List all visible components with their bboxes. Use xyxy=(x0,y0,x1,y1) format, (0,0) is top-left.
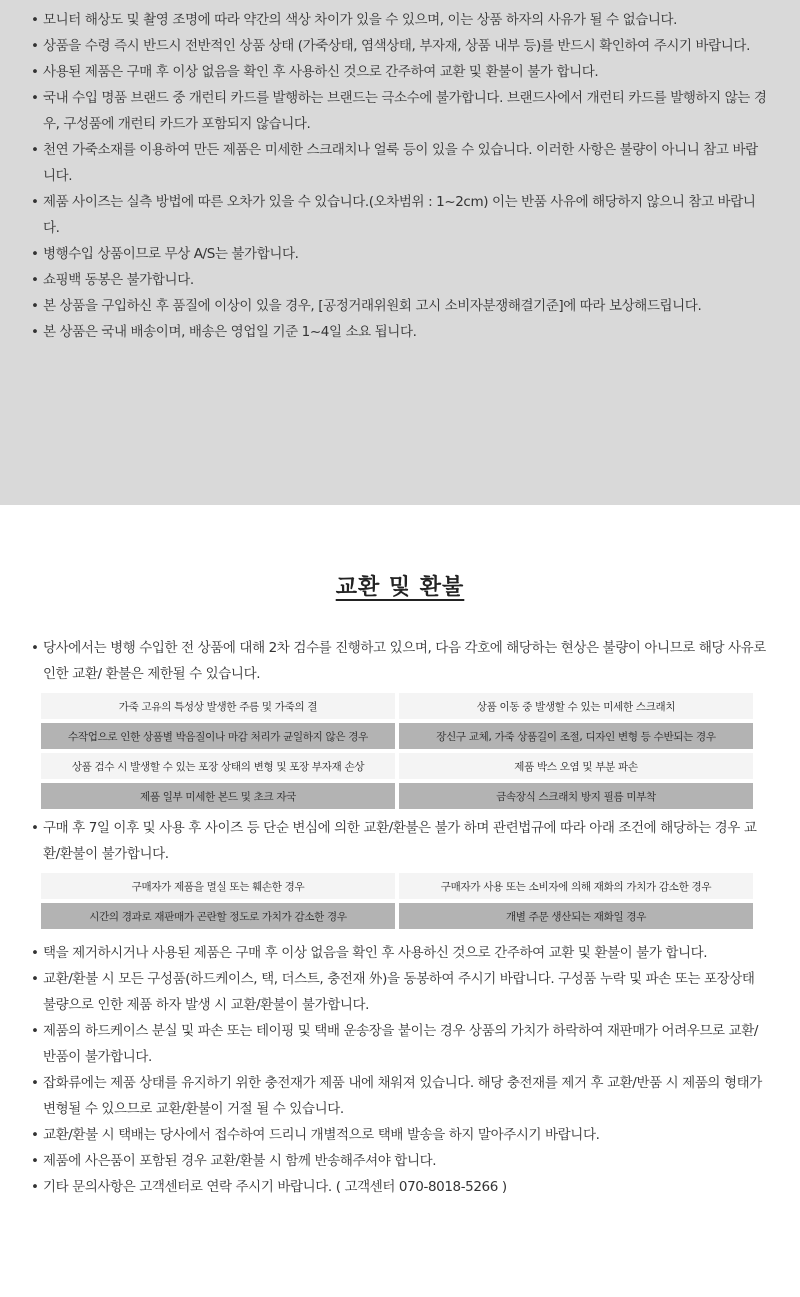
table-cell: 금속장식 스크래치 방지 필름 미부착 xyxy=(399,783,753,809)
notice-item: • 본 상품은 국내 배송이며, 배송은 영업일 기준 1~4일 소요 됩니다. xyxy=(30,319,770,345)
table-cell: 제품 일부 미세한 본드 및 초크 자국 xyxy=(41,783,395,809)
table-cell: 제품 박스 오염 및 부분 파손 xyxy=(399,753,753,779)
table-row xyxy=(41,723,753,749)
table-cell: 구매자가 사용 또는 소비자에 의해 재화의 가치가 감소한 경우 xyxy=(399,873,753,899)
notice-item: • 천연 가죽소재를 이용하여 만든 제품은 미세한 스크래치나 얼룩 등이 있을 수 있습니다. 이러한 사항은 불량이 아니니 참고 바랍니다. xyxy=(30,137,770,189)
table-cell: 상품 검수 시 발생할 수 있는 포장 상태의 변형 및 포장 부자재 손상 xyxy=(41,753,395,779)
policy-item: • 기타 문의사항은 고객센터로 연락 주시기 바랍니다. ( 고객센터 070-8018-5266 ) xyxy=(30,1174,770,1200)
policy-item: • 제품에 사은품이 포함된 경우 교환/환불 시 함께 반송해주셔야 합니다. xyxy=(30,1148,770,1174)
notice-item: • 상품을 수령 즉시 반드시 전반적인 상품 상태 (가죽상태, 염색상태, 부자재, 상품 내부 등)를 반드시 확인하여 주시기 바랍니다. xyxy=(30,33,770,59)
non-refundable-table xyxy=(41,873,753,933)
notice-item: • 사용된 제품은 구매 후 이상 없음을 확인 후 사용하신 것으로 간주하여 교환 및 환불이 불가 합니다. xyxy=(30,59,770,85)
table-cell: 개별 주문 생산되는 재화일 경우 xyxy=(399,903,753,929)
product-notice-section xyxy=(0,0,800,505)
exchange-condition-text: • 구매 후 7일 이후 및 사용 후 사이즈 등 단순 변심에 의한 교환/환불은 불가 하며 관련법규에 따라 아래 조건에 해당하는 경우 교환/환불이 불가합니다. xyxy=(30,815,770,867)
notice-item: • 국내 수입 명품 브랜드 중 개런티 카드를 발행하는 브랜드는 극소수에 불가합니다. 브랜드사에서 개런티 카드를 발행하지 않는 경우, 구성품에 개런티 카드가 포함되지 않습니다. xyxy=(30,85,770,137)
policy-item: • 교환/환불 시 모든 구성품(하드케이스, 택, 더스트, 충전재 外)을 동봉하여 주시기 바랍니다. 구성품 누락 및 파손 또는 포장상태 불량으로 인한 제품 하자 발생 시 교환/환불이 불가합니다. xyxy=(30,966,770,1018)
table-row xyxy=(41,873,753,899)
notice-item: • 쇼핑백 동봉은 불가합니다. xyxy=(30,267,770,293)
table-cell: 구매자가 제품을 멸실 또는 훼손한 경우 xyxy=(41,873,395,899)
table-cell: 수작업으로 인한 상품별 박음질이나 마감 처리가 균일하지 않은 경우 xyxy=(41,723,395,749)
policy-item: • 잡화류에는 제품 상태를 유지하기 위한 충전재가 제품 내에 채워져 있습니다. 해당 충전재를 제거 후 교환/반품 시 제품의 형태가 변형될 수 있으므로 교환/환불이 거절 될 수 있습니다. xyxy=(30,1070,770,1122)
notice-item: • 본 상품을 구입하신 후 품질에 이상이 있을 경우, [공정거래위원회 고시 소비자분쟁해결기준]에 따라 보상해드립니다. xyxy=(30,293,770,319)
table-cell: 상품 이동 중 발생할 수 있는 미세한 스크래치 xyxy=(399,693,753,719)
exchange-refund-section xyxy=(0,505,800,1297)
table-cell: 시간의 경과로 재판매가 곤란할 정도로 가치가 감소한 경우 xyxy=(41,903,395,929)
table-row xyxy=(41,753,753,779)
policy-item: • 택을 제거하시거나 사용된 제품은 구매 후 이상 없음을 확인 후 사용하신 것으로 간주하여 교환 및 환불이 불가 합니다. xyxy=(30,940,770,966)
policy-item: • 제품의 하드케이스 분실 및 파손 또는 테이핑 및 택배 운송장을 붙이는 경우 상품의 가치가 하락하여 재판매가 어려우므로 교환/반품이 불가합니다. xyxy=(30,1018,770,1070)
table-cell: 장신구 교체, 가죽 상품길이 조절, 디자인 변형 등 수반되는 경우 xyxy=(399,723,753,749)
table-cell: 가죽 고유의 특성상 발생한 주름 및 가죽의 결 xyxy=(41,693,395,719)
table-row xyxy=(41,783,753,809)
notice-item: • 모니터 해상도 및 촬영 조명에 따라 약간의 색상 차이가 있을 수 있으며, 이는 상품 하자의 사유가 될 수 없습니다. xyxy=(30,7,770,33)
policy-item: • 교환/환불 시 택배는 당사에서 접수하여 드리니 개별적으로 택배 발송을 하지 말아주시기 바랍니다. xyxy=(30,1122,770,1148)
notice-item: • 제품 사이즈는 실측 방법에 따른 오차가 있을 수 있습니다.(오차범위 : 1~2cm) 이는 반품 사유에 해당하지 않으니 참고 바랍니다. xyxy=(30,189,770,241)
section-title: 교환 및 환불 xyxy=(335,575,465,600)
notice-list xyxy=(30,7,770,345)
non-defect-table xyxy=(41,693,753,813)
table-row xyxy=(41,903,753,929)
table-row xyxy=(41,693,753,719)
exchange-policy-list xyxy=(30,940,770,1200)
exchange-intro-text: • 당사에서는 병행 수입한 전 상품에 대해 2차 검수를 진행하고 있으며, 다음 각호에 해당하는 현상은 불량이 아니므로 해당 사유로 인한 교환/ 환불은 제한될 수 있습니다. xyxy=(30,635,770,687)
notice-item: • 병행수입 상품이므로 무상 A/S는 불가합니다. xyxy=(30,241,770,267)
